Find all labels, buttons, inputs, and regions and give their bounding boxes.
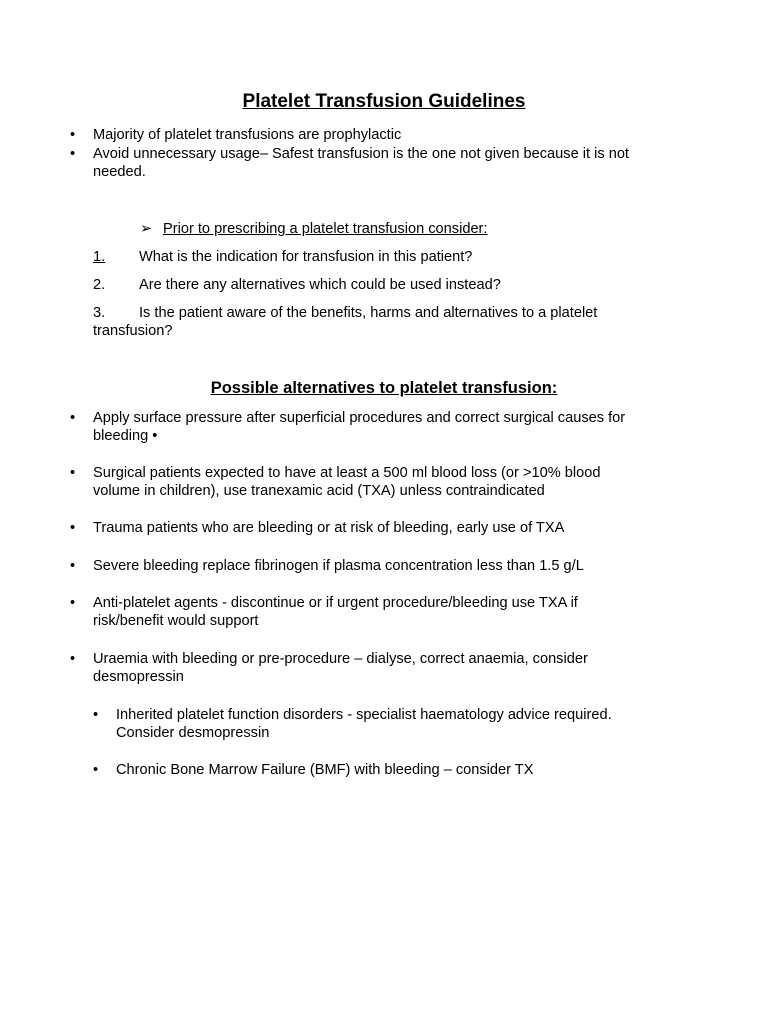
bullet-icon: •: [70, 146, 76, 162]
alternative-text: Anti-platelet agents - discontinue or if urgent procedure/bleeding use TXA if risk/benefit would support: [93, 595, 578, 629]
alternative-text: Apply surface pressure after superficial procedures and correct surgical causes for bleeding •: [93, 410, 626, 444]
question-item: [93, 276, 653, 294]
alternative-item: [70, 594, 633, 630]
alternative-text: Trauma patients who are bleeding or at risk of bleeding, early use of TXA: [93, 520, 565, 536]
question-number: 1.: [93, 249, 106, 265]
alternative-text: Surgical patients expected to have at least a 500 ml blood loss (or >10% blood volume in children), use tranexamic acid (TXA) unless contraindicated: [93, 465, 601, 499]
bullet-icon: •: [70, 520, 76, 536]
bullet-icon: •: [70, 410, 76, 426]
intro-bullet-text: Majority of platelet transfusions are prophylactic: [93, 127, 402, 143]
alternative-item: [70, 557, 683, 575]
alternative-item: [70, 519, 683, 537]
question-item: [93, 248, 653, 266]
bullet-icon: •: [70, 127, 76, 143]
question-text: Are there any alternatives which could be used instead?: [139, 277, 501, 293]
intro-bullet-text: Avoid unnecessary usage– Safest transfusion is the one not given because it is not needed.: [93, 146, 629, 180]
alternatives-heading: Possible alternatives to platelet transfusion:: [210, 379, 558, 397]
alternative-item: [70, 464, 648, 500]
question-item: [93, 304, 638, 340]
question-text: Is the patient aware of the benefits, harms and alternatives to a platelet transfusion?: [93, 305, 598, 339]
consider-heading-text: Prior to prescribing a platelet transfusion consider:: [163, 221, 488, 237]
intro-bullet: [70, 145, 683, 181]
alternative-item: [70, 650, 633, 686]
question-text: What is the indication for transfusion in this patient?: [139, 249, 473, 265]
alternative-item: [70, 409, 668, 445]
bullet-icon: •: [93, 762, 99, 778]
intro-bullet: [70, 126, 683, 144]
alternative-text: Severe bleeding replace fibrinogen if plasma concentration less than 1.5 g/L: [93, 558, 584, 574]
sub-alternative-item: [93, 706, 661, 742]
bullet-icon: •: [93, 707, 99, 723]
question-number: 3.: [93, 305, 106, 321]
page-title: Platelet Transfusion Guidelines: [242, 91, 526, 112]
sub-alternative-text: Chronic Bone Marrow Failure (BMF) with bleeding – consider TX: [116, 762, 534, 778]
sub-alternative-text: Inherited platelet function disorders - specialist haematology advice required. Consider desmopressin: [116, 707, 612, 741]
arrow-right-icon: ➢: [140, 221, 153, 237]
question-number: 2.: [93, 277, 106, 293]
bullet-icon: •: [70, 595, 76, 611]
sub-alternative-item: [93, 761, 676, 779]
bullet-icon: •: [70, 651, 76, 667]
bullet-icon: •: [70, 465, 76, 481]
bullet-icon: •: [70, 558, 76, 574]
consider-heading: [140, 220, 488, 238]
alternative-text: Uraemia with bleeding or pre-procedure – dialyse, correct anaemia, consider desmopressin: [93, 651, 588, 685]
